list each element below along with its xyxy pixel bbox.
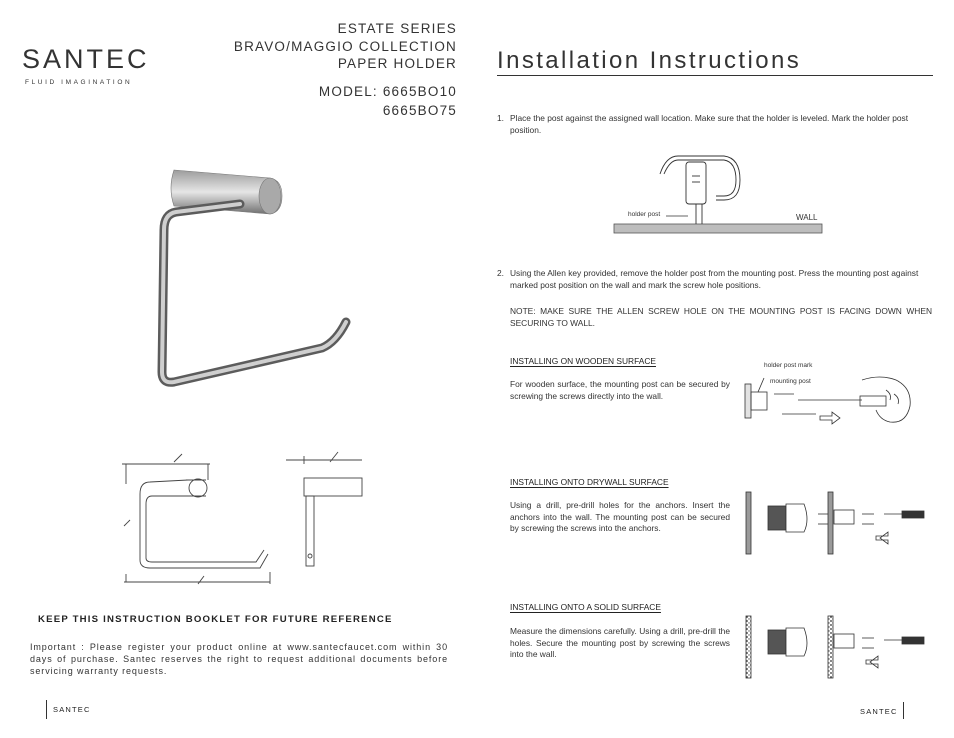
- product-photo: [150, 160, 380, 390]
- product-type-line: PAPER HOLDER: [337, 56, 457, 71]
- step-2-text: Using the Allen key provided, remove the holder post from the mounting post. Press the mounting post against marked post position on the wall and mark the screw hole positions.: [510, 268, 919, 290]
- model-number: MODEL: 6665BO10: [318, 84, 457, 99]
- allen-screw-note: NOTE: MAKE SURE THE ALLEN SCREW HOLE ON THE MOUNTING POST IS FACING DOWN WHEN SECURING TO WALL.: [510, 306, 932, 328]
- dimension-drawing-front: [120, 450, 280, 590]
- holder-post-mark-label: holder post mark: [764, 362, 813, 369]
- model-block: [319, 82, 457, 120]
- keep-booklet-notice: KEEP THIS INSTRUCTION BOOKLET FOR FUTURE REFERENCE: [38, 614, 393, 625]
- mounting-post-label: mounting post: [770, 378, 811, 385]
- collection-line: BRAVO/MAGGIO COLLECTION: [233, 38, 457, 54]
- wall-label: WALL: [796, 213, 818, 222]
- solid-heading: INSTALLING ONTO A SOLID SURFACE: [510, 602, 661, 612]
- dimension-drawing-side: [282, 450, 372, 580]
- brand-tagline: FLUID IMAGINATION: [25, 79, 133, 86]
- footer-brand-right: SANTEC: [860, 707, 898, 716]
- drywall-heading: INSTALLING ONTO DRYWALL SURFACE: [510, 477, 669, 487]
- step-1-text: Place the post against the assigned wall location. Make sure that the holder is leveled. Mark the holder post position.: [510, 113, 909, 135]
- registration-notice: Important : Please register your product online at www.santecfaucet.com within 30 days of purchase. Santec reserves the right to request additional documents before servicing warranty requests.: [30, 642, 448, 676]
- drywall-text: Using a drill, pre-drill holes for the anchors. Insert the anchors into the wall. The mounting post can be secured by screwing the screws into the anchors.: [510, 500, 730, 533]
- wood-text: For wooden surface, the mounting post can be secured by screwing the screws directly into the wall.: [510, 379, 730, 401]
- footer-divider-right: [903, 702, 904, 719]
- drywall-install-diagram: [742, 488, 932, 558]
- solid-install-diagram: [742, 612, 932, 682]
- wood-install-diagram: [742, 370, 917, 430]
- model-number-alt: 6665BO75: [382, 103, 457, 118]
- page-title: Installation Instructions: [497, 47, 802, 74]
- step-1-number: 1.: [497, 113, 504, 123]
- step-2-number: 2.: [497, 268, 504, 278]
- footer-brand-left: SANTEC: [53, 705, 91, 714]
- title-rule: [497, 75, 933, 76]
- holder-post-label: holder post: [628, 211, 661, 218]
- step-1: [497, 113, 933, 136]
- series-block: [234, 20, 457, 73]
- brand-logo: SANTEC: [22, 44, 150, 74]
- wood-heading: INSTALLING ON WOODEN SURFACE: [510, 356, 656, 366]
- step-1-diagram: [612, 146, 826, 236]
- step-2: [497, 268, 933, 291]
- footer-divider-left: [46, 700, 47, 719]
- series-line: ESTATE SERIES: [337, 21, 457, 36]
- solid-text: Measure the dimensions carefully. Using a drill, pre-drill the holes. Secure the mounting post by screwing the screws into the wall.: [510, 626, 730, 659]
